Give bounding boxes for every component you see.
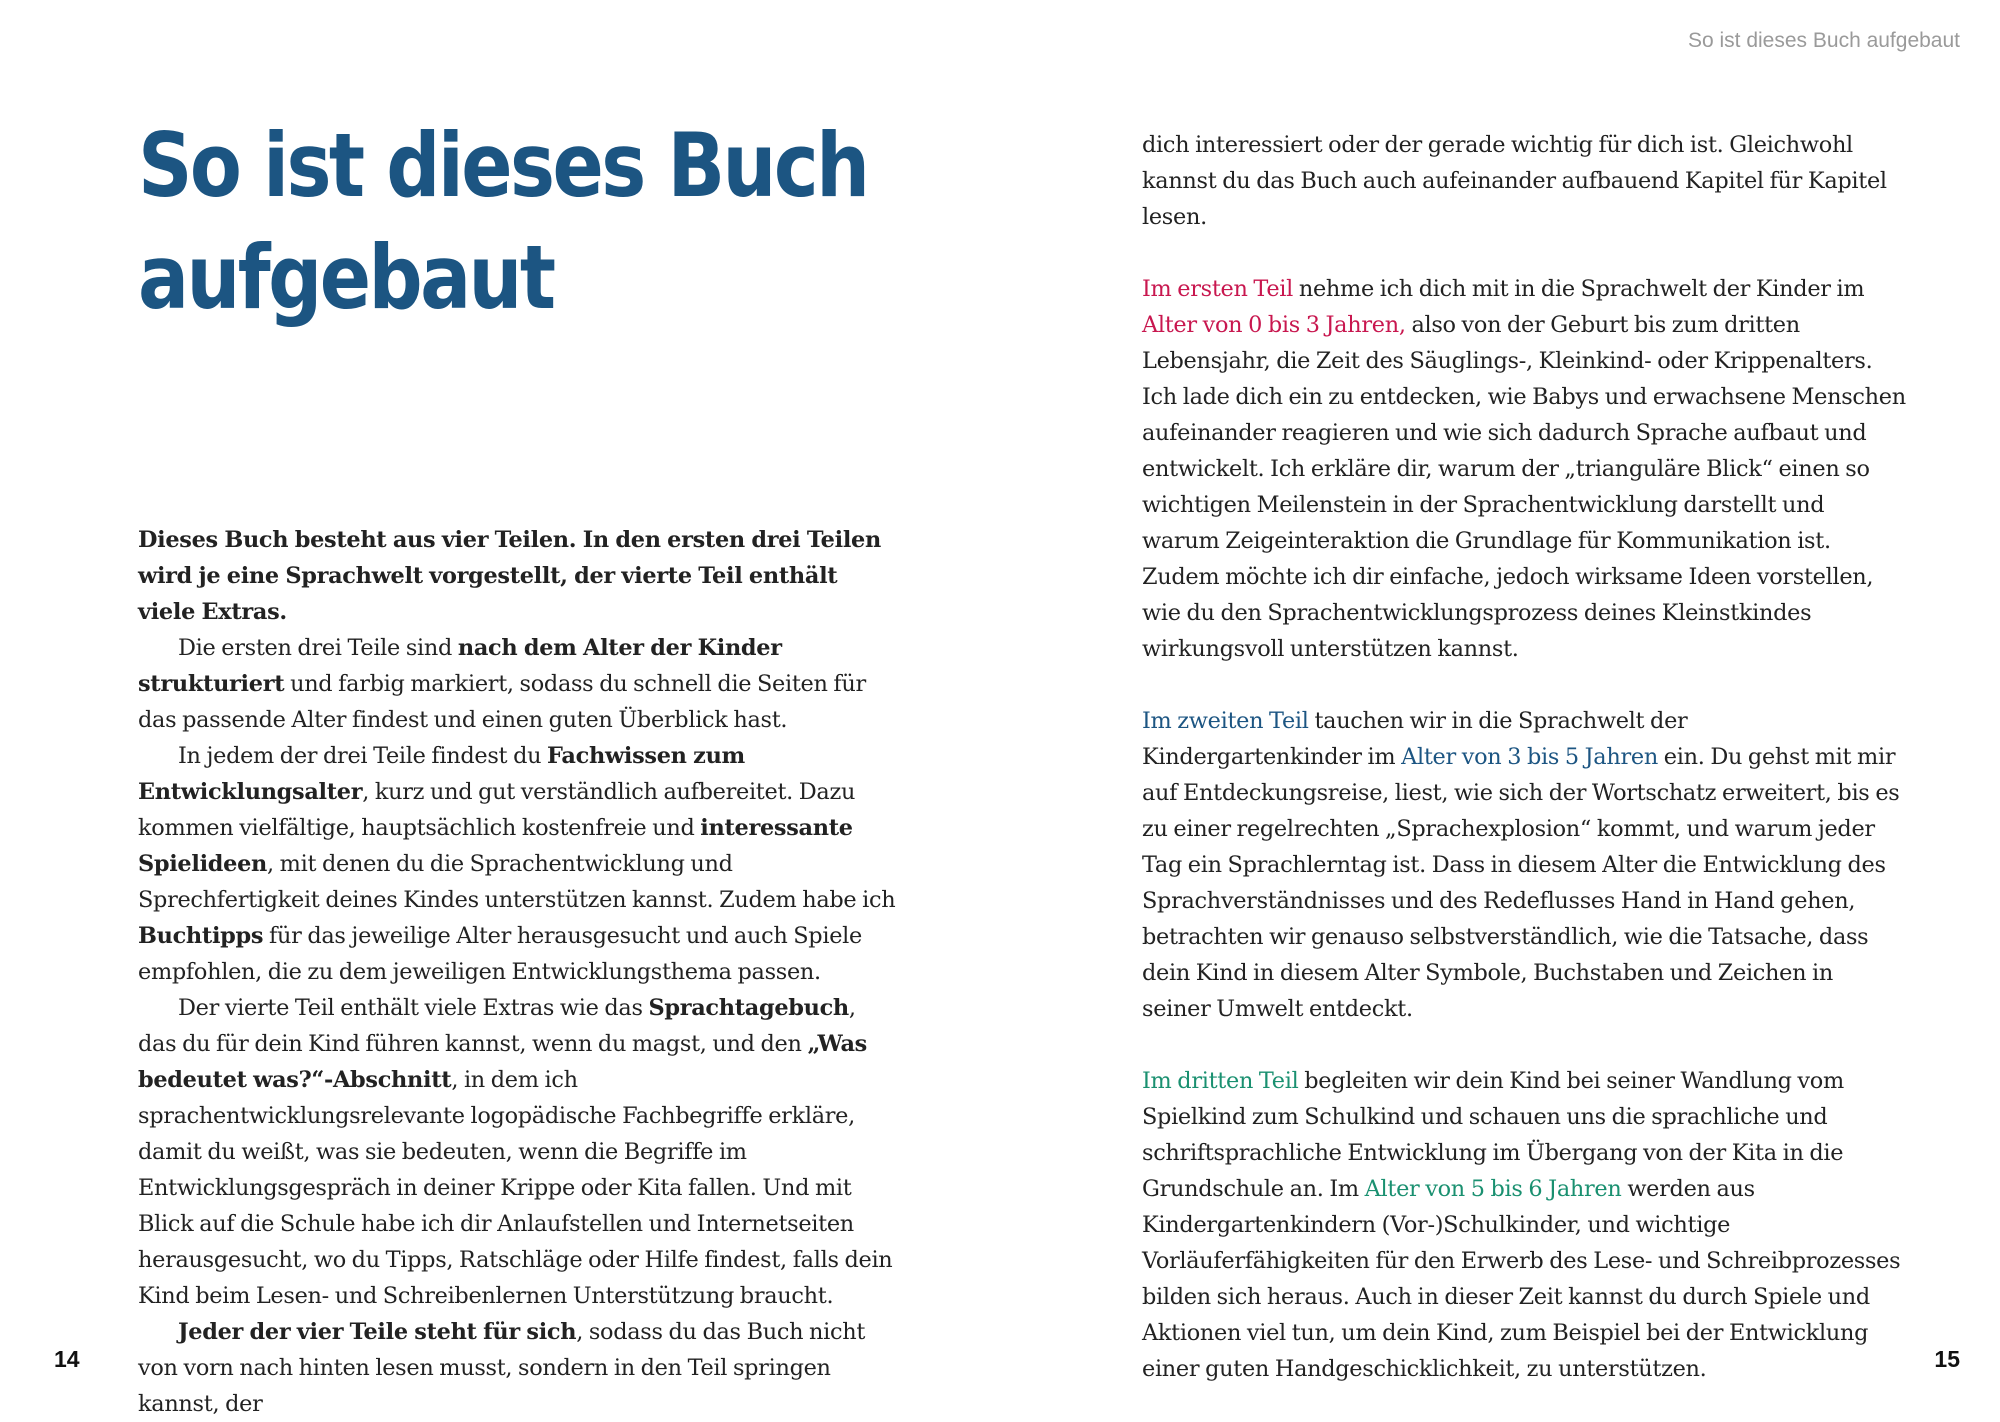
text: also von der Geburt bis zum dritten Lebensjahr, die Zeit des Säuglings-, Kleinkind- oder Krippenalters. Ich lade dich ein zu entdecken, wie Babys und erwachsene Menschen aufeinander reagieren und wie sich dadurch Sprache aufbaut und entwickelt. Ich erkläre dir, warum der „trianguläre Blick“ einen so wichtigen Meilenstein in der Sprachentwicklung darstellt und warum Zeigeinteraktion die Grundlage für Kommunikation ist. Zudem möchte ich dir einfache, jedoch wirksame Ideen vorstellen, wie du den Sprachentwicklungsprozess deines Kleinstkindes wirkungsvoll unterstützen kannst. (1142, 312, 1906, 662)
title-line-1: So ist dieses Buch (138, 114, 868, 217)
paragraph-structure (138, 630, 898, 738)
intro-paragraph (138, 522, 898, 630)
text: , kurz und gut verständlich aufbereitet. Dazu kommen vielfältige, hauptsächlich kostenfreie und (138, 779, 856, 841)
part-3-label: Im dritten Teil (1142, 1068, 1299, 1094)
intro-bold: Dieses Buch besteht aus vier Teilen. In den ersten drei Teilen wird je eine Sprachwelt vorgestellt, der vierte Teil enthält viele Extras. (138, 527, 881, 625)
part-2-label: Im zweiten Teil (1142, 708, 1309, 734)
text: und farbig markiert, sodass du schnell die Seiten für das passende Alter findest und einen guten Überblick hast. (138, 671, 866, 733)
paragraph-extras (138, 990, 898, 1314)
age-range-3-5: Alter von 3 bis 5 Jahren (1401, 744, 1658, 770)
text: Die ersten drei Teile sind (178, 635, 458, 661)
text: ein. Du gehst mit mir auf Entdeckungsreise, liest, wie sich der Wortschatz erweitert, bis es zu einer regelrechten „Sprachexplosion“ kommt, und warum jeder Tag ein Sprachlerntag ist. Dass in diesem Alter die Entwicklung des Sprachverständnisses und des Redeflusses Hand in Hand gehen, betrachten wir genauso selbstverständlich, wie die Tatsache, dass dein Kind in diesem Alter Symbole, Buchstaben und Zeichen in seiner Umwelt entdeckt. (1142, 744, 1900, 1022)
paragraph-continuation: dich interessiert oder der gerade wichtig für dich ist. Gleichwohl kannst du das Buch auch aufeinander aufbauend Kapitel für Kapitel lesen. (1142, 132, 1887, 230)
bold-text: nach dem Alter der Kinder strukturiert (138, 635, 782, 697)
page-title (138, 110, 867, 334)
text: werden aus Kindergartenkindern (Vor-)Schulkinder, und wichtige Vorläuferfähigkeiten für den Erwerb des Lese- und Schreibprozesses bilden sich heraus. Auch in dieser Zeit kannst du durch Spiele und Aktionen viel tun, um dein Kind, zum Beispiel bei der Entwicklung einer guten Handgeschicklichkeit, zu unterstützen. (1142, 1176, 1901, 1382)
text: , mit denen du die Sprachentwicklung und Sprechfertigkeit deines Kindes unterstützen kannst. Zudem habe ich (138, 851, 896, 913)
text: für das jeweilige Alter herausgesucht und auch Spiele empfohlen, die zu dem jeweiligen Entwicklungsthema passen. (138, 923, 862, 985)
paragraph-part-2 (1142, 703, 1907, 1027)
text: , sodass du das Buch nicht von vorn nach hinten lesen musst, sondern in den Teil springen kannst, der (138, 1319, 866, 1417)
paragraph-part-1 (1142, 271, 1907, 667)
paragraph-content (138, 738, 898, 990)
page-number-right: 15 (1934, 1346, 1960, 1372)
left-column (138, 522, 898, 1422)
running-header: So ist dieses Buch aufgebaut (1687, 29, 1960, 52)
bold-text: „Was bedeutet was?“-Abschnitt (138, 1031, 867, 1093)
bold-text: Sprachtagebuch (648, 995, 849, 1021)
text: tauchen wir in die Sprachwelt der Kindergartenkinder im (1142, 708, 1688, 770)
text: begleiten wir dein Kind bei seiner Wandlung vom Spielkind zum Schulkind und schauen uns die sprachliche und schriftsprachliche Entwicklung im Übergang von der Kita in die Grundschule an. Im (1142, 1068, 1844, 1202)
text: , das du für dein Kind führen kannst, wenn du magst, und den (138, 995, 856, 1057)
text: , in dem ich sprachentwicklungsrelevante logopädische Fachbegriffe erkläre, damit du weißt, was sie bedeuten, wenn die Begriffe im Entwicklungsgespräch in deiner Krippe oder Kita fallen. Und mit Blick auf die Schule habe ich dir Anlaufstellen und Internetseiten herausgesucht, wo du Tipps, Ratschläge oder Hilfe findest, falls dein Kind beim Lesen- und Schreibenlernen Unterstützung braucht. (138, 1067, 893, 1309)
bold-text: Jeder der vier Teile steht für sich (178, 1319, 577, 1345)
right-column (1142, 127, 1907, 1387)
bold-text: interessante Spielideen (138, 815, 853, 877)
title-line-2: aufgebaut (138, 226, 554, 329)
age-range-5-6: Alter von 5 bis 6 Jahren (1364, 1176, 1622, 1202)
page-number-left: 14 (54, 1346, 80, 1372)
bold-text: Fachwissen zum Entwicklungsalter (138, 743, 745, 805)
paragraph-independent-parts (138, 1314, 898, 1422)
age-range-0-3: Alter von 0 bis 3 Jahren, (1142, 312, 1406, 338)
bold-text: Buchtipps (138, 923, 264, 949)
text: Der vierte Teil enthält viele Extras wie das (178, 995, 649, 1021)
text: In jedem der drei Teile findest du (178, 743, 548, 769)
paragraph-part-3 (1142, 1063, 1907, 1387)
part-1-label: Im ersten Teil (1142, 276, 1293, 302)
text: nehme ich dich mit in die Sprachwelt der Kinder im (1293, 276, 1865, 302)
